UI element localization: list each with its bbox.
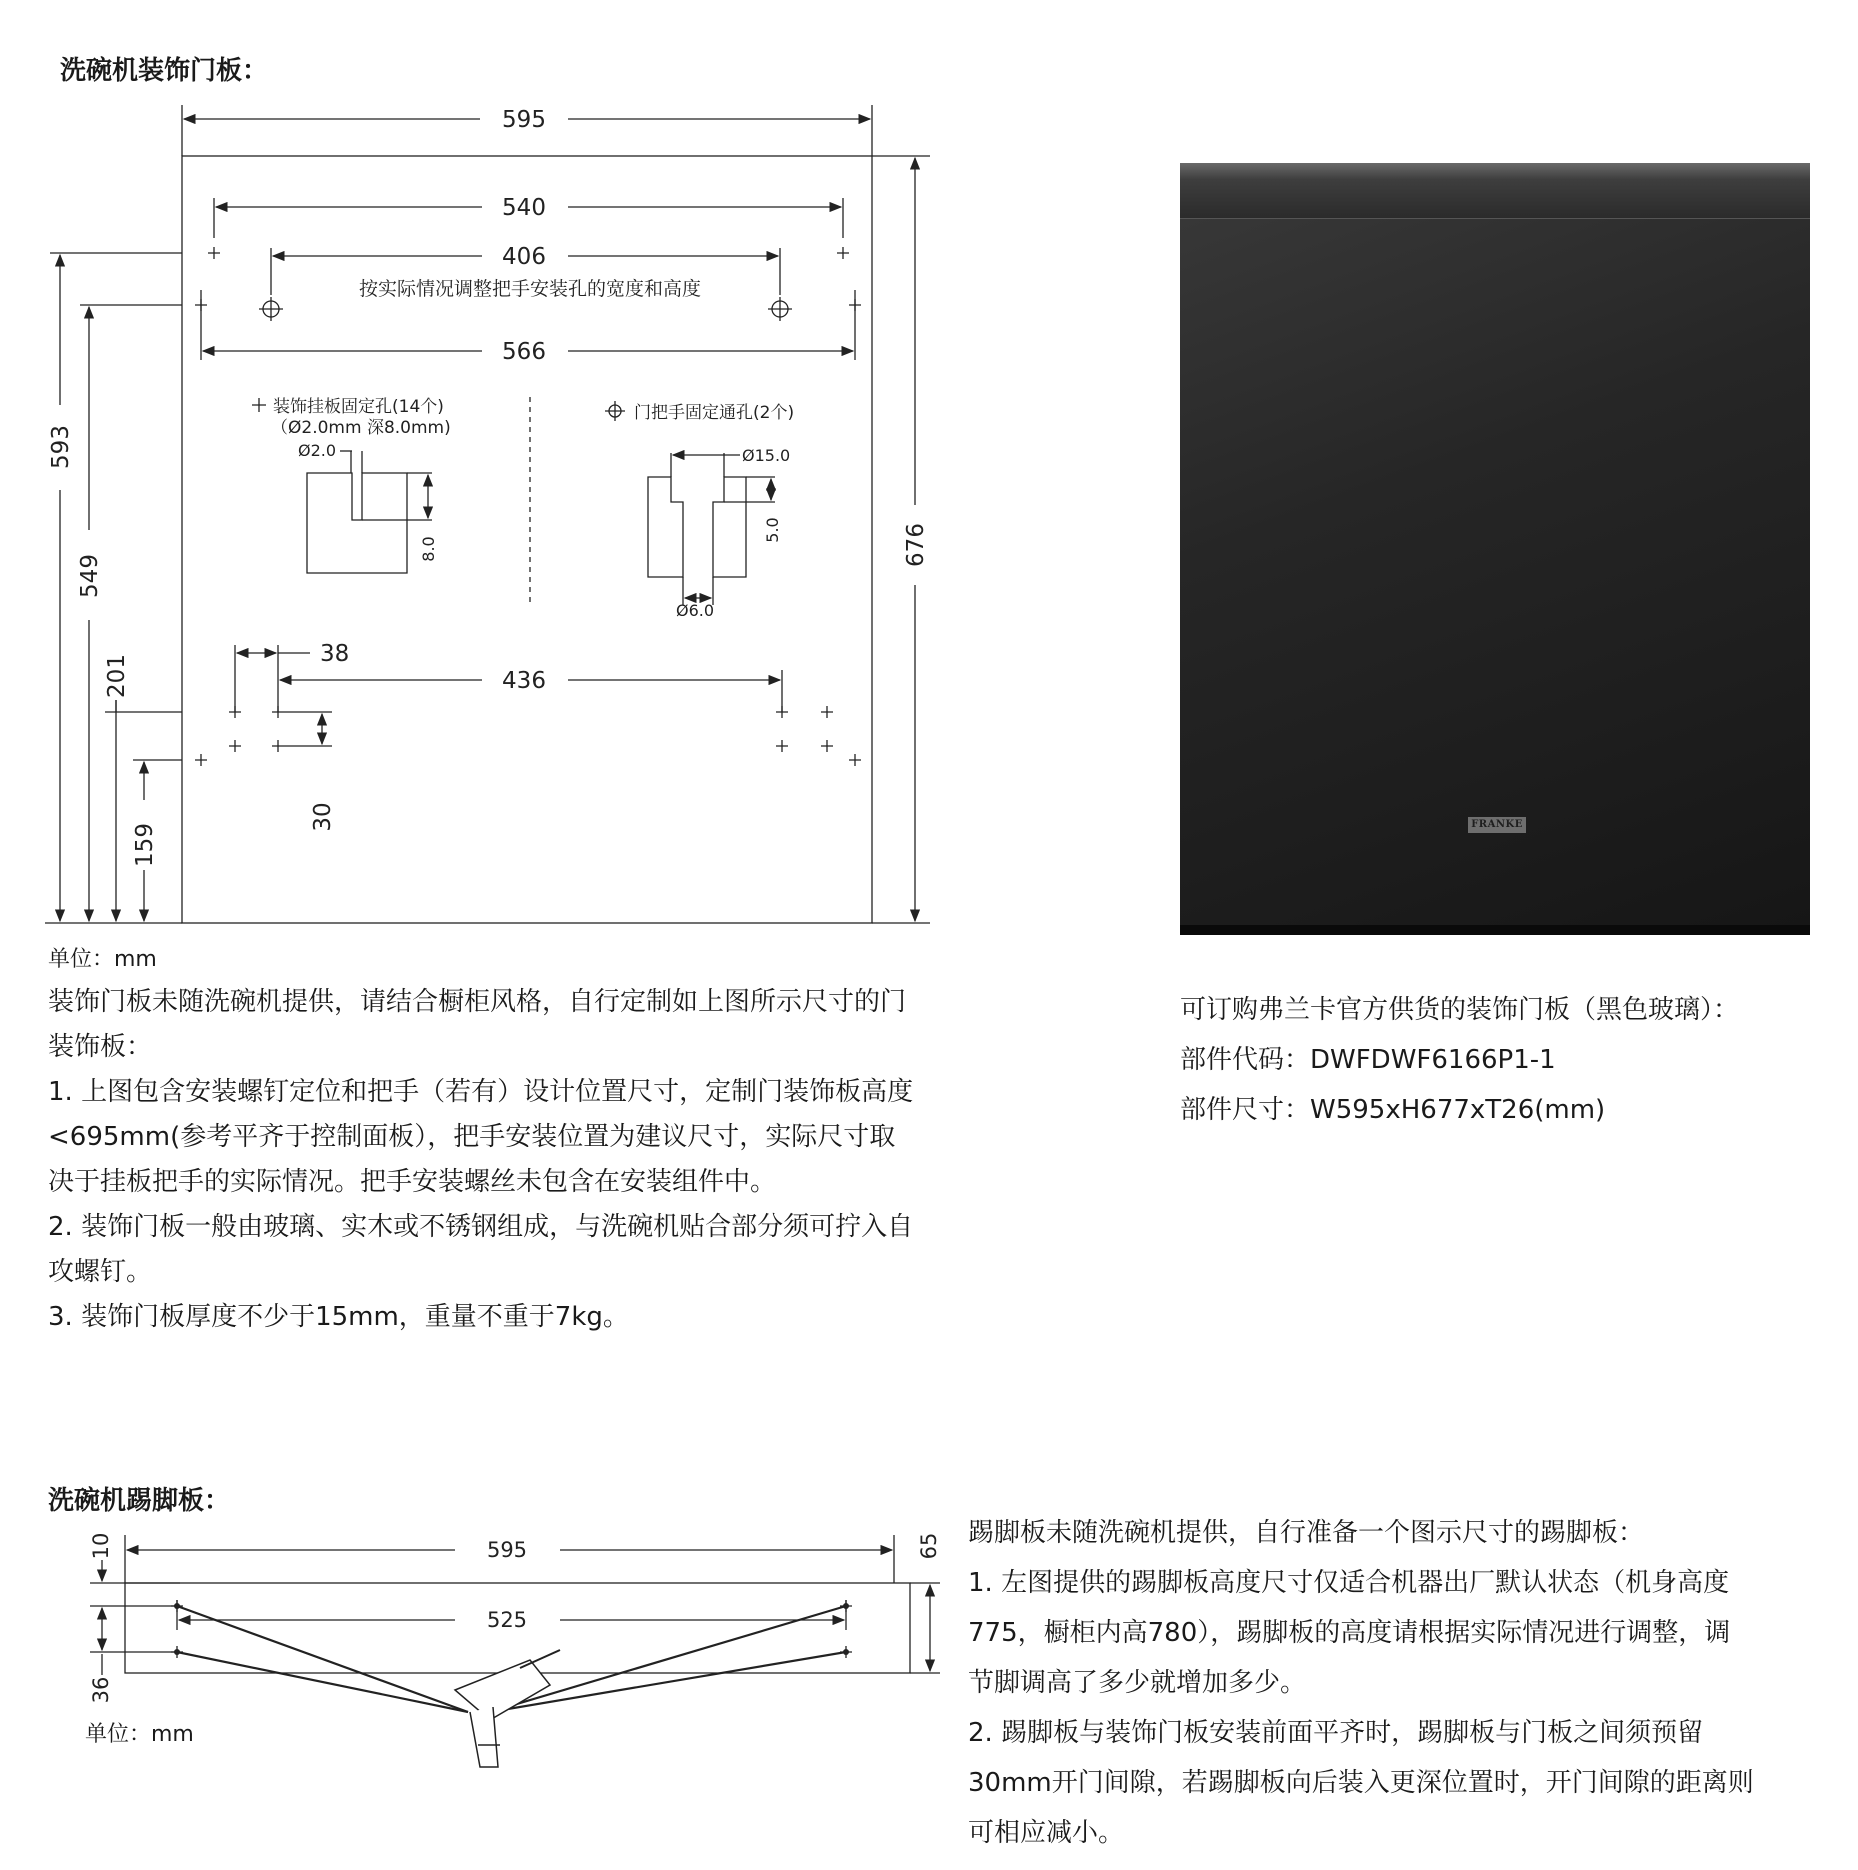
product-info-line: 可订购弗兰卡官方供货的装饰门板（黑色玻璃）：: [1180, 995, 1740, 1025]
dim-left-549: 549: [77, 554, 103, 598]
door-unit-label: 单位：mm: [48, 947, 157, 972]
door-note-line: 2. 装饰门板一般由玻璃、实木或不锈钢组成，与洗碗机贴合部分须可拧入自: [48, 1212, 914, 1242]
kick-note-line: 节脚调高了多少就增加多少。: [968, 1668, 1307, 1698]
door-note-line: <695mm(参考平齐于控制面板），把手安装位置为建议尺寸，实际尺寸取: [48, 1122, 896, 1152]
door-note-line: 攻螺钉。: [48, 1257, 153, 1287]
franke-logo: FRANKE: [1468, 817, 1526, 833]
dim-left-159: 159: [132, 823, 158, 867]
door-note-line: 装饰板：: [48, 1032, 153, 1062]
kick-note-line: 可相应减小。: [968, 1818, 1125, 1848]
door-note-line: 决于挂板把手的实际情况。把手安装螺丝未包含在安装组件中。: [48, 1167, 777, 1197]
kick-note-line: 775，橱柜内高780），踢脚板的高度请根据实际情况进行调整，调: [968, 1618, 1731, 1648]
drill-icon: [455, 1650, 560, 1767]
dim-right-676: 676: [903, 523, 929, 567]
dim-left-201: 201: [104, 654, 130, 698]
kick-dim-width: 595: [486, 1538, 528, 1562]
product-part-code: 部件代码：DWFDWF6166P1-1: [1180, 1045, 1556, 1075]
handle-adjust-note: 按实际情况调整把手安装孔的宽度和高度: [358, 278, 702, 300]
detail-depth8: 8.0: [419, 536, 438, 562]
detail-d6: Ø6.0: [676, 601, 715, 620]
detail-depth5: 5.0: [763, 517, 782, 543]
door-note-line: 3. 装饰门板厚度不少于15mm，重量不重于7kg。: [48, 1302, 629, 1332]
kick-note-line: 2. 踢脚板与装饰门板安装前面平齐时，踢脚板与门板之间须预留: [968, 1718, 1704, 1748]
kick-note-line: 30mm开门间隙，若踢脚板向后装入更深位置时，开门间隙的距离则: [968, 1768, 1754, 1798]
kick-note-line: 1. 左图提供的踢脚板高度尺寸仅适合机器出厂默认状态（机身高度: [968, 1568, 1730, 1598]
detail-d2: Ø2.0: [298, 441, 337, 460]
door-note-line: 装饰门板未随洗碗机提供，请结合橱柜风格，自行定制如上图所示尺寸的门: [48, 987, 907, 1017]
dim-handle-span: 406: [502, 244, 546, 270]
legend-hook-holes: 装饰挂板固定孔(14个): [273, 397, 444, 417]
kick-unit-label: 单位：mm: [85, 1722, 194, 1747]
detail-d15: Ø15.0: [742, 446, 791, 465]
dim-gap-30: 30: [310, 802, 336, 832]
dim-overall-width: 595: [502, 107, 546, 133]
kick-notes: [968, 1508, 1848, 1858]
kick-note-line: 踢脚板未随洗碗机提供，自行准备一个图示尺寸的踢脚板：: [968, 1518, 1645, 1548]
dim-hook-span: 540: [502, 195, 546, 221]
dim-bottom-436: 436: [502, 668, 546, 694]
dim-hook-span-lower: 566: [502, 339, 546, 365]
door-section-title: 洗碗机装饰门板：: [60, 56, 269, 86]
product-part-size: 部件尺寸：W595xH677xT26(mm): [1180, 1095, 1606, 1125]
kick-section-title: 洗碗机踢脚板：: [48, 1486, 231, 1516]
legend-hook-holes-spec: （Ø2.0mm 深8.0mm): [271, 418, 451, 438]
door-note-line: 1. 上图包含安装螺钉定位和把手（若有）设计位置尺寸，定制门装饰板高度: [48, 1077, 914, 1107]
kick-dim-top: 10: [89, 1532, 113, 1560]
kick-dim-height: 65: [917, 1532, 941, 1560]
legend-handle-holes: 门把手固定通孔(2个): [634, 403, 795, 423]
kick-dim-hole-span: 525: [486, 1608, 528, 1632]
kick-dim-bottom: 36: [89, 1676, 113, 1704]
dim-left-593: 593: [48, 425, 74, 469]
dim-bottom-38: 38: [320, 641, 350, 667]
